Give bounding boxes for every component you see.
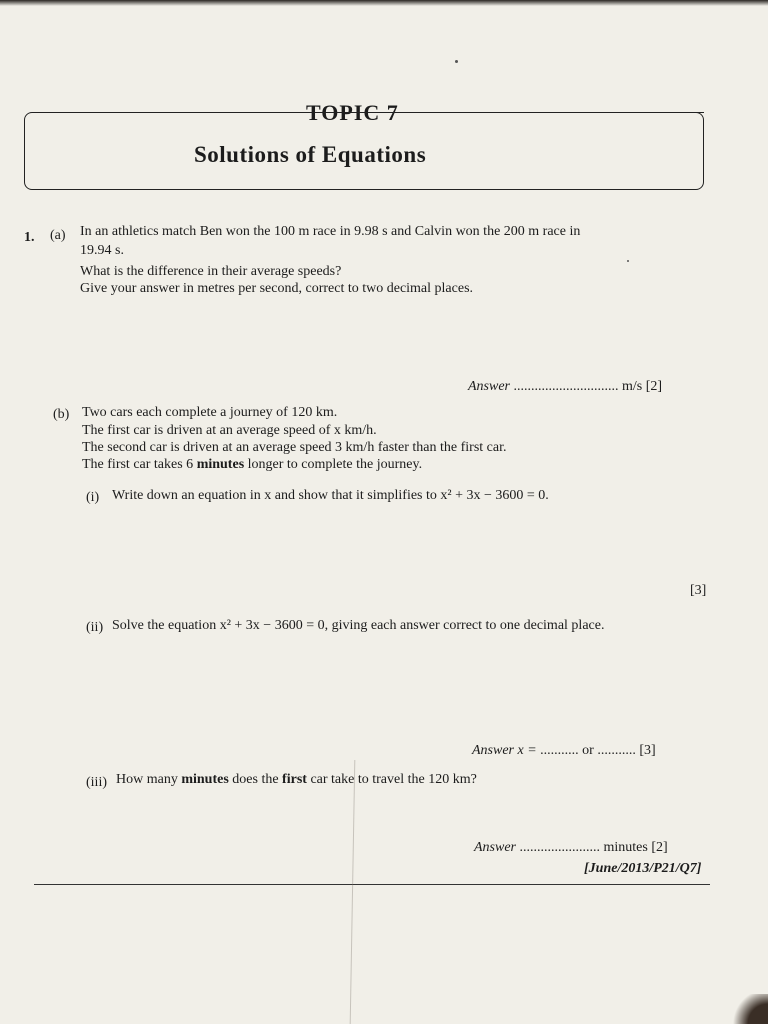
part-b-label: (b) — [53, 407, 70, 422]
scan-corner-shadow — [728, 994, 768, 1024]
source-reference: [June/2013/P21/Q7] — [584, 861, 702, 876]
part-b-text-line-3: The second car is driven at an average speed 3 km/h faster than the first car. — [82, 440, 507, 455]
answer-blank[interactable]: ....................... — [519, 840, 600, 855]
sub-iii-label: (iii) — [86, 775, 107, 790]
part-a-text-line-4: Give your answer in metres per second, correct to two decimal places. — [80, 281, 474, 296]
answer-label: Answer — [468, 379, 510, 394]
part-a-text-line-3: What is the difference in their average speeds? — [80, 264, 342, 279]
part-a-text-line-2: 19.94 s. — [80, 243, 124, 258]
bottom-rule — [34, 884, 710, 885]
answer-unit: minutes — [603, 840, 648, 855]
sub-ii-answer-line — [472, 742, 656, 759]
scan-edge-shadow — [0, 0, 768, 6]
answer-blank[interactable]: .............................. — [513, 379, 619, 394]
answer-blank-1[interactable]: ........... — [540, 743, 579, 758]
marks: [2] — [651, 840, 668, 855]
answer-blank-2[interactable]: ........... — [597, 743, 636, 758]
part-b-text-line-4: The first car takes 6 minutes longer to complete the journey. — [82, 457, 423, 472]
question-number: 1. — [24, 230, 35, 245]
paper-crease — [350, 760, 356, 1024]
topic-label: TOPIC 7 — [306, 100, 399, 125]
sub-ii-label: (ii) — [86, 620, 104, 635]
sub-i-marks: [3] — [690, 583, 707, 598]
scan-speck — [627, 260, 629, 262]
part-b-text-line-2: The first car is driven at an average speed of x km/h. — [82, 423, 377, 438]
sub-ii-text: Solve the equation x² + 3x − 3600 = 0, giving each answer correct to one decimal place. — [112, 618, 605, 633]
sub-i-label: (i) — [86, 490, 100, 505]
part-a-text-line-1: In an athletics match Ben won the 100 m race in 9.98 s and Calvin won the 200 m race in — [80, 224, 581, 239]
marks: [3] — [639, 743, 656, 758]
part-b-text-line-1: Two cars each complete a journey of 120 km. — [82, 405, 338, 420]
answer-unit: m/s — [622, 379, 643, 394]
part-a-label: (a) — [50, 228, 66, 243]
sub-iii-text: How many minutes does the first car take to travel the 120 km? — [116, 772, 477, 787]
marks: [2] — [645, 379, 663, 394]
sub-i-text: Write down an equation in x and show that it simplifies to x² + 3x − 3600 = 0. — [112, 488, 549, 503]
chapter-title: Solutions of Equations — [194, 142, 427, 167]
answer-label: Answer x = — [472, 743, 537, 758]
scan-speck — [455, 60, 458, 63]
part-a-answer-line — [468, 378, 662, 395]
sub-iii-answer-line — [474, 839, 668, 856]
answer-label: Answer — [474, 840, 516, 855]
answer-or: or — [582, 743, 594, 758]
